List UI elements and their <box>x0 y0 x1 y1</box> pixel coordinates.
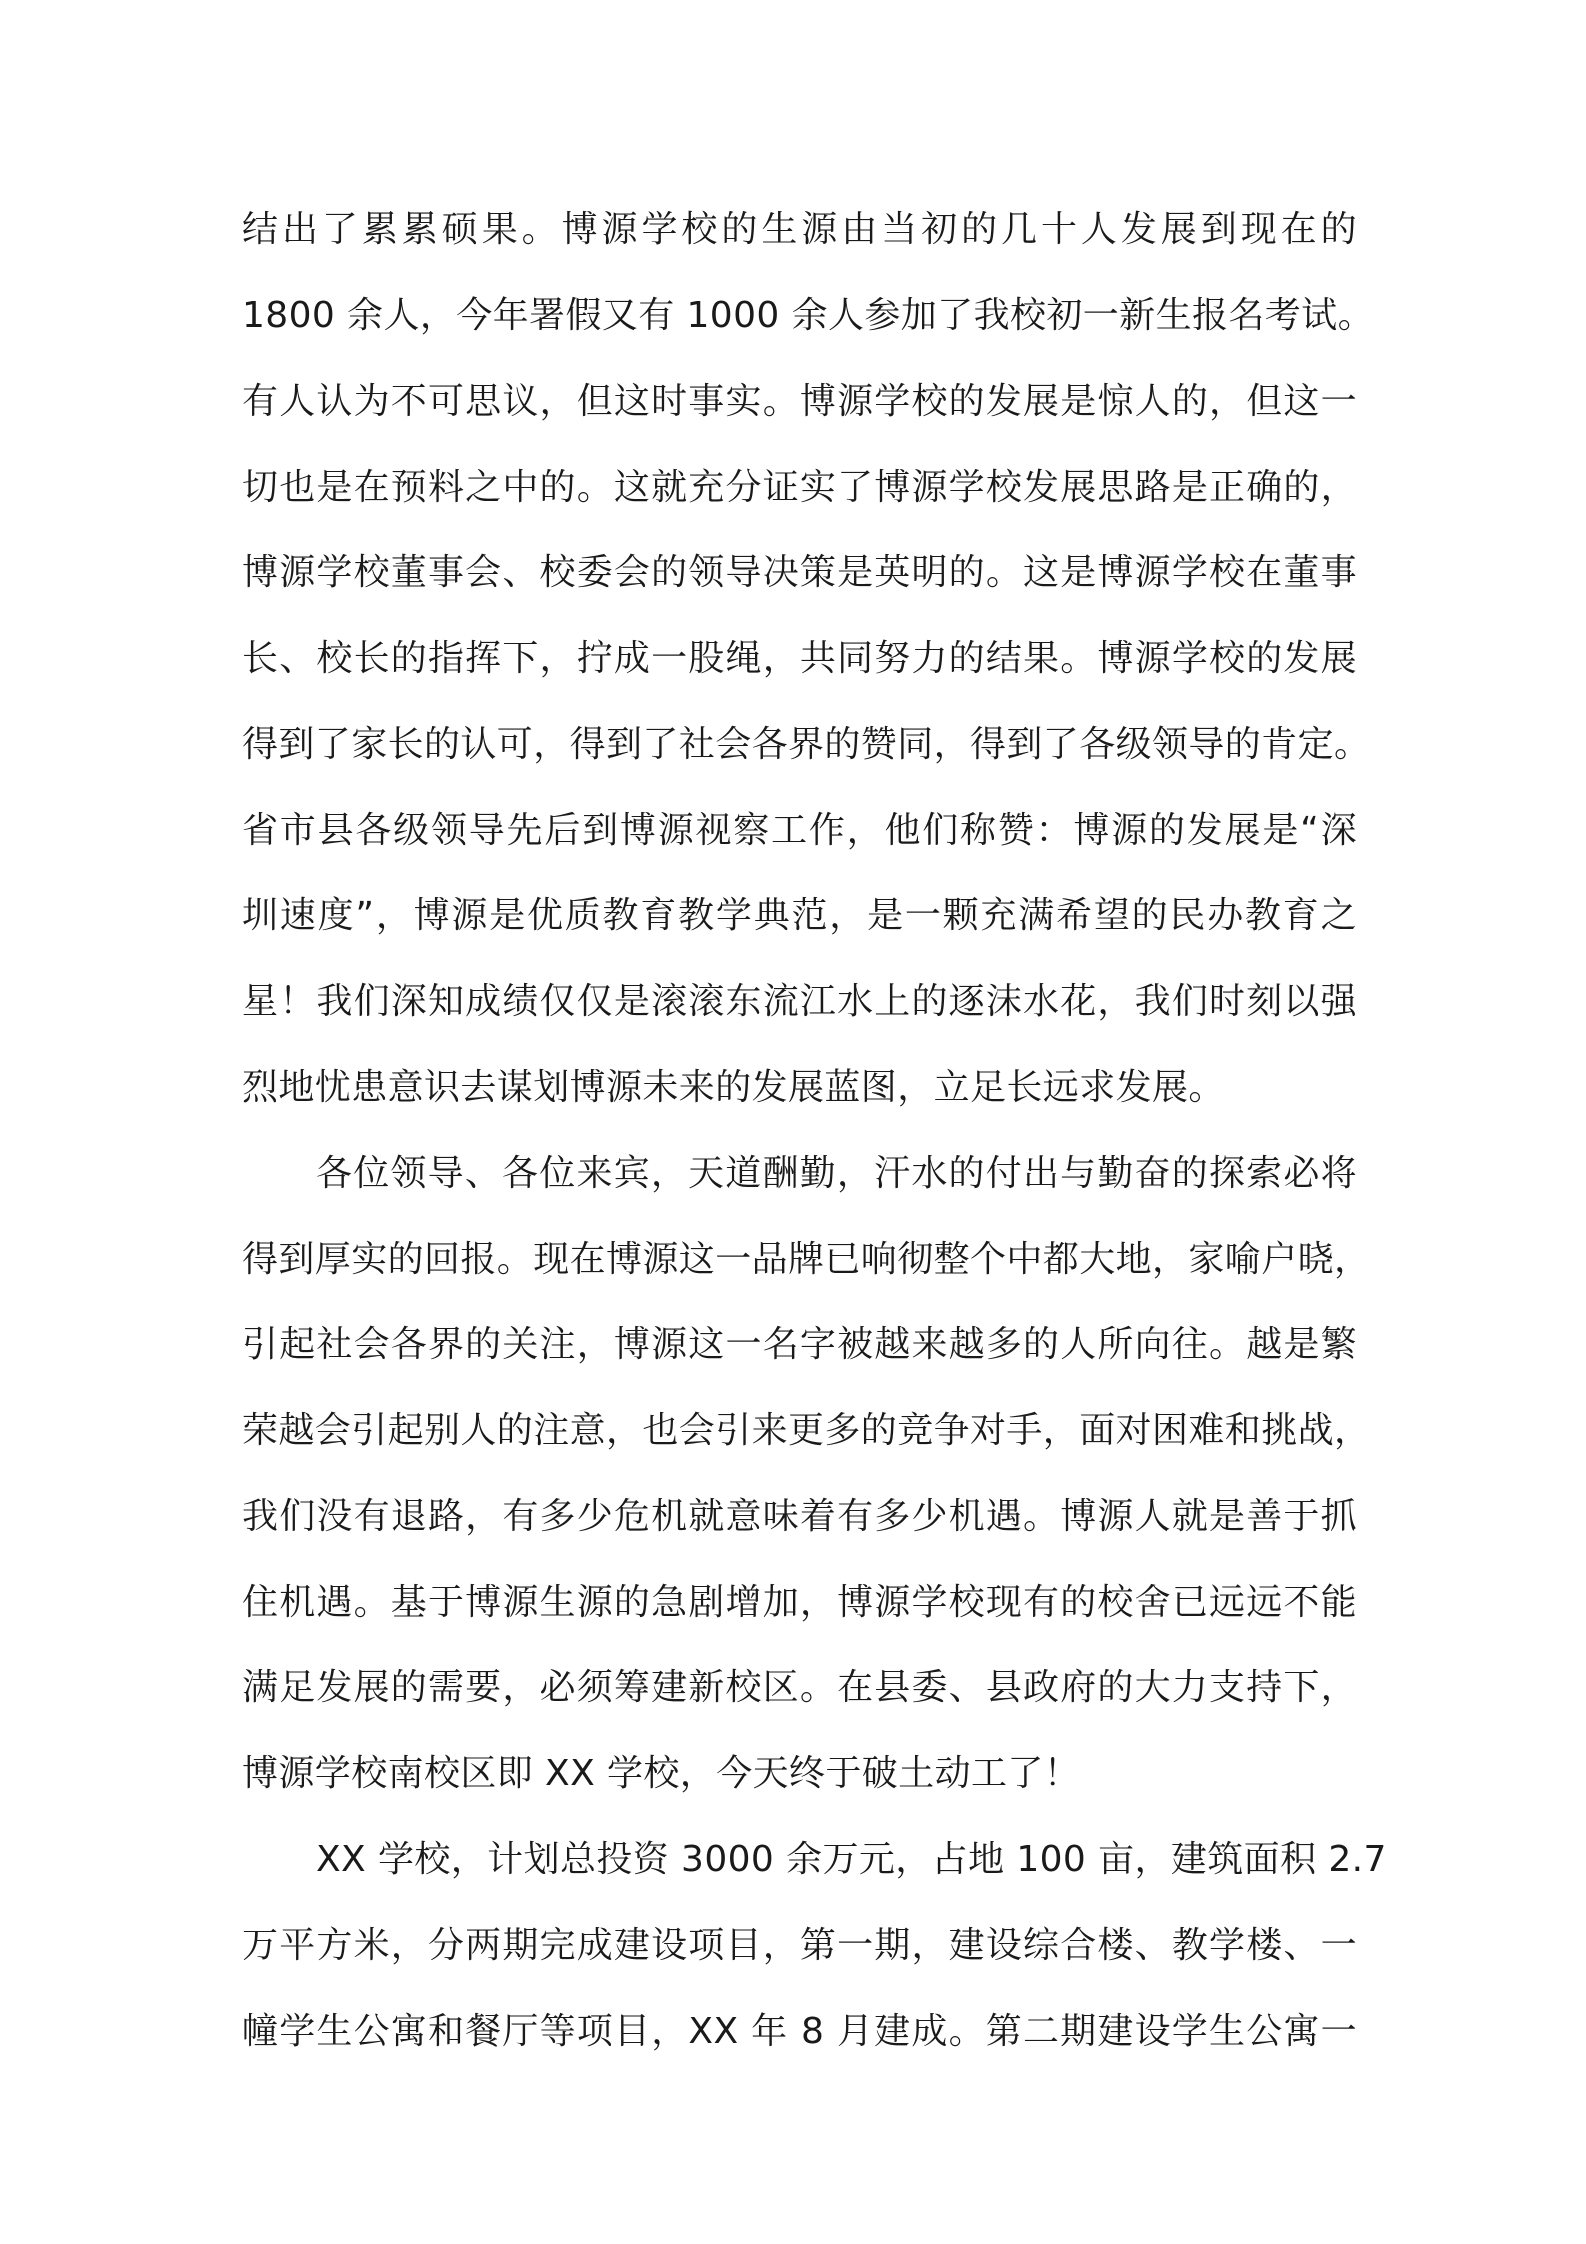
paragraph-line: 长、校长的指挥下，拧成一股绳，共同努力的结果。博源学校的发展 <box>242 638 1357 679</box>
paragraph-line: 万平方米，分两期完成建设项目，第一期，建设综合楼、教学楼、一 <box>242 1925 1357 1966</box>
paragraph-line: 博源学校董事会、校委会的领导决策是英明的。这是博源学校在董事 <box>242 552 1357 593</box>
paragraph-line: 有人认为不可思议，但这时事实。博源学校的发展是惊人的，但这一 <box>242 381 1357 422</box>
paragraph-line: 我们没有退路，有多少危机就意味着有多少机遇。博源人就是善于抓 <box>242 1496 1357 1537</box>
paragraph-line: 得到了家长的认可，得到了社会各界的赞同，得到了各级领导的肯定。 <box>242 724 1371 765</box>
paragraph-line: 幢学生公寓和餐厅等项目，XX 年 8 月建成。第二期建设学生公寓一 <box>242 2011 1357 2052</box>
paragraph-line: 1800 余人，今年署假又有 1000 余人参加了我校初一新生报名考试。 <box>242 295 1374 336</box>
paragraph-line: XX 学校，计划总投资 3000 余万元，占地 100 亩，建筑面积 2.7 <box>316 1839 1387 1880</box>
paragraph-line: 引起社会各界的关注，博源这一名字被越来越多的人所向往。越是繁 <box>242 1324 1357 1365</box>
paragraph-line: 得到厚实的回报。现在博源这一品牌已响彻整个中都大地，家喻户晓， <box>242 1239 1371 1280</box>
paragraph-line: 博源学校南校区即 XX 学校，今天终于破土动工了！ <box>242 1753 1081 1794</box>
paragraph-line: 满足发展的需要，必须筹建新校区。在县委、县政府的大力支持下， <box>242 1667 1357 1708</box>
paragraph-line: 烈地忧患意识去谋划博源未来的发展蓝图，立足长远求发展。 <box>242 1067 1225 1108</box>
paragraph-line: 结出了累累硕果。博源学校的生源由当初的几十人发展到现在的 <box>242 209 1357 250</box>
paragraph-line: 星！我们深知成绩仅仅是滚滚东流江水上的逐沫水花，我们时刻以强 <box>242 981 1357 1022</box>
paragraph-line: 荣越会引起别人的注意，也会引来更多的竞争对手，面对困难和挑战， <box>242 1410 1371 1451</box>
paragraph-line: 住机遇。基于博源生源的急剧增加，博源学校现有的校舍已远远不能 <box>242 1582 1357 1623</box>
paragraph-line: 切也是在预料之中的。这就充分证实了博源学校发展思路是正确的， <box>242 467 1357 508</box>
paragraph-line: 省市县各级领导先后到博源视察工作，他们称赞：博源的发展是“深 <box>242 810 1357 851</box>
paragraph-line: 各位领导、各位来宾，天道酬勤，汗水的付出与勤奋的探索必将 <box>316 1153 1357 1194</box>
paragraph-line: 圳速度”，博源是优质教育教学典范，是一颗充满希望的民办教育之 <box>242 895 1357 936</box>
